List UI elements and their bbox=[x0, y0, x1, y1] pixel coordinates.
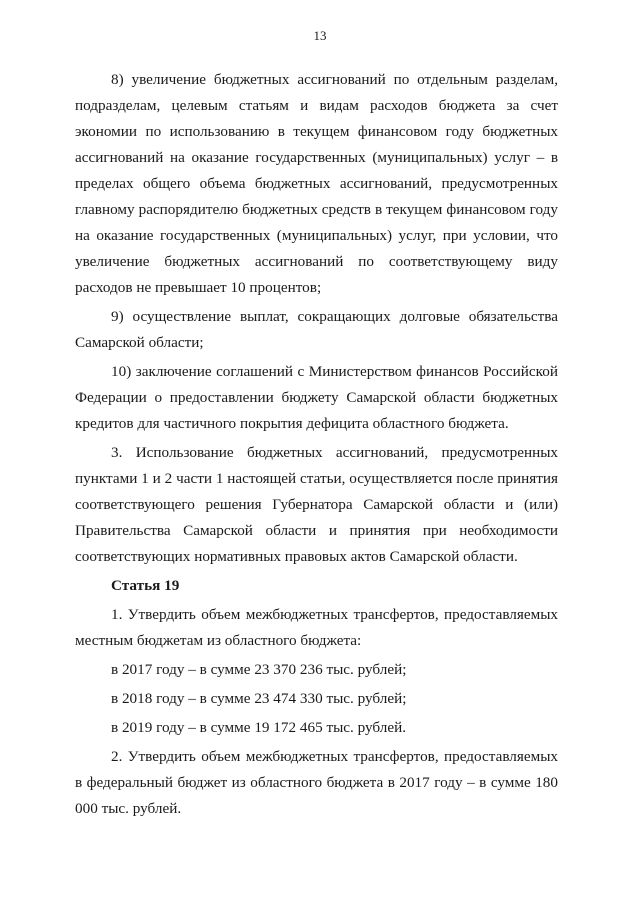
transfer-2019-line: в 2019 году – в сумме 19 172 465 тыс. рублей. bbox=[111, 719, 407, 736]
article-19-part-1-paragraph: 1. Утвердить объем межбюджетных трансфертов, предоставляемых местным бюджетам из областного бюджета: bbox=[75, 606, 558, 649]
article-19-heading: Статья 19 bbox=[111, 577, 180, 594]
item-8-paragraph: 8) увеличение бюджетных ассигнований по отдельным разделам, подразделам, целевым статьям и видам расходов бюджета за счет экономии по использованию в текущем финансовом году бюджетных ассигнований на оказание государственных (муниципальных) услуг – в пределах общего объема бюджетных ассигнований, предусмотренных главному распорядителю бюджетных средств в текущем финансовом году на оказание государственных (муниципальных) услуг, при условии, что увеличение бюджетных ассигнований по соответствующему виду расходов не превышает 10 процентов; bbox=[75, 71, 558, 296]
item-10-paragraph: 10) заключение соглашений с Министерством финансов Российской Федерации о предоставлении бюджету Самарской области бюджетных кредитов для частичного покрытия дефицита областного бюджета. bbox=[75, 363, 558, 432]
page-number: 13 bbox=[313, 28, 327, 43]
document-body bbox=[75, 67, 558, 825]
transfer-2018-line: в 2018 году – в сумме 23 474 330 тыс. рублей; bbox=[111, 690, 407, 707]
part-3-paragraph: 3. Использование бюджетных ассигнований, предусмотренных пунктами 1 и 2 части 1 настоящей статьи, осуществляется после принятия соответствующего решения Губернатора Самарской области и (или) Правительства Самарской области и принятия при необходимости соответствующих нормативных правовых актов Самарской области. bbox=[75, 444, 558, 565]
article-19-part-2-paragraph: 2. Утвердить объем межбюджетных трансфертов, предоставляемых в федеральный бюджет из областного бюджета в 2017 году – в сумме 180 000 тыс. рублей. bbox=[75, 748, 558, 817]
transfer-2017-line: в 2017 году – в сумме 23 370 236 тыс. рублей; bbox=[111, 661, 407, 678]
item-9-paragraph: 9) осуществление выплат, сокращающих долговые обязательства Самарской области; bbox=[75, 308, 558, 351]
